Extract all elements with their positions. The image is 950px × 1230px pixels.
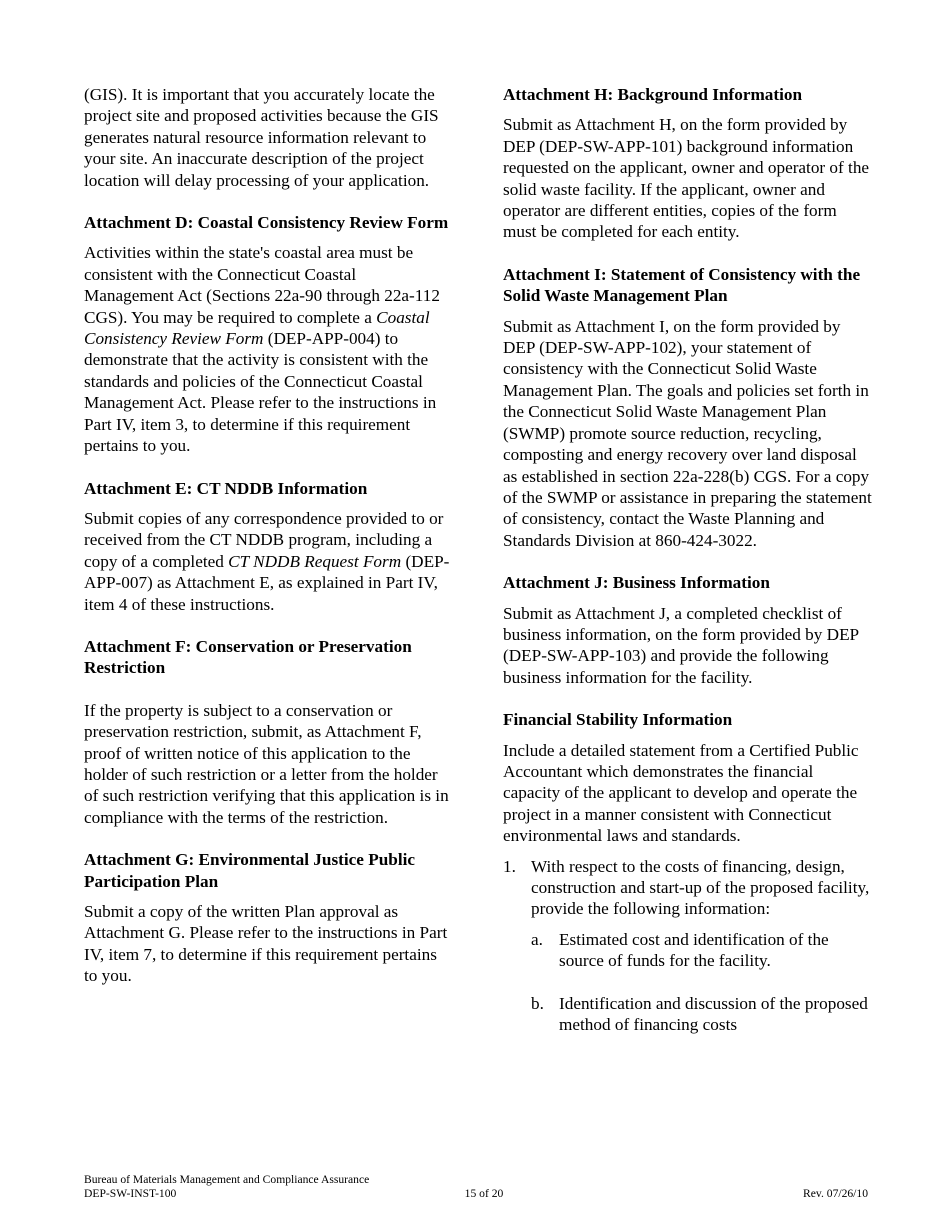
list-number: 1. [503, 856, 516, 876]
footer-bureau: Bureau of Materials Management and Compliance Assurance [84, 1173, 370, 1186]
list-letter: b. [531, 993, 544, 1013]
list-item [503, 856, 873, 920]
attachment-e-text: Submit copies of any correspondence provided to or received from the CT NDDB program, including a copy of a completed CT NDDB Request Form (DEP-APP-007) as Attachment E, as explained in Part IV, item 4 of these instructions. [84, 508, 450, 614]
footer-revision: Rev. 07/26/10 [803, 1187, 868, 1200]
attachment-h-heading: Attachment H: Background Information [503, 85, 803, 104]
list-text: Estimated cost and identification of the source of funds for the facility. [559, 929, 829, 971]
attachment-i-text: Submit as Attachment I, on the form provided by DEP (DEP-SW-APP-102), your statement of consistency with the Connecticut Solid Waste Management Plan. The goals and policies set forth in the Connecticut Solid Waste Management Plan (SWMP) promote source reduction, recycling, composting and energy recovery over land disposal as established in section 22a-228(b) CGS. For a copy of the SWMP or assistance in preparing the statement of consistency, contact the Waste Planning and Standards Division at 860-424-3022. [503, 316, 872, 550]
list-text: With respect to the costs of financing, design, construction and start-up of the proposed facility, provide the following information: [531, 856, 870, 919]
attachment-d-text: Activities within the state's coastal area must be consistent with the Connecticut Coastal Management Act (Sections 22a-90 through 22a-112 CGS). You may be required to complete a Coastal Consistency Review Form (DEP-APP-004) to demonstrate that the activity is consistent with the standards and policies of the Connecticut Coastal Management Act. Please refer to the instructions in Part IV, item 3, to determine if this requirement pertains to you. [84, 243, 440, 456]
attachment-h-text: Submit as Attachment H, on the form provided by DEP (DEP-SW-APP-101) background information requested on the applicant, owner and operator of the solid waste facility. If the applicant, owner and operator are different entities, copies of the form must be completed for each entity. [503, 115, 870, 242]
left-column [84, 84, 450, 987]
coastal-form-name: Coastal Consistency Review Form [84, 307, 430, 349]
page-footer [84, 1173, 868, 1201]
right-column [503, 84, 873, 1035]
attachment-f-heading: Attachment F: Conservation or Preservation Restriction [84, 636, 412, 678]
attachment-j-heading: Attachment J: Business Information [503, 573, 770, 593]
footer-doc-id: DEP-SW-INST-100 [84, 1187, 177, 1200]
attachment-d-heading: Attachment D: Coastal Consistency Review Form [84, 213, 449, 233]
attachment-j-text: Submit as Attachment J, a completed checklist of business information, on the form provided by DEP (DEP-SW-APP-103) and provide the following business information for the facility. [503, 603, 859, 687]
list-item [503, 929, 873, 972]
financial-text: Include a detailed statement from a Certified Public Accountant which demonstrates the financial capacity of the applicant to develop and operate the project in a manner consistent with Connecticut environmental laws and standards. [503, 740, 859, 846]
list-item [503, 993, 873, 1036]
nddb-form-name: CT NDDB Request Form [228, 551, 402, 571]
attachment-i-heading: Attachment I: Statement of Consistency with the Solid Waste Management Plan [503, 264, 861, 306]
attachment-g-heading: Attachment G: Environmental Justice Public Participation Plan [84, 850, 416, 891]
financial-heading: Financial Stability Information [503, 710, 733, 730]
list-text: Identification and discussion of the proposed method of financing costs [559, 993, 868, 1035]
list-letter: a. [531, 929, 543, 949]
footer-page-number: 15 of 20 [464, 1187, 504, 1200]
attachment-e-heading: Attachment E: CT NDDB Information [84, 478, 368, 498]
attachment-g-text: Submit a copy of the written Plan approval as Attachment G. Please refer to the instructions in Part IV, item 7, to determine if this requirement pertains to you. [84, 902, 448, 986]
attachment-f-text: If the property is subject to a conservation or preservation restriction, submit, as Attachment F, proof of written notice of this application to the holder of such restriction or a letter from the holder of such restriction verifying that this application is in compliance with the terms of the restriction. [84, 700, 449, 827]
intro-paragraph: (GIS). It is important that you accurately locate the project site and proposed activities because the GIS generates natural resource information relevant to your site. An inaccurate description of the project location will delay processing of your application. [84, 85, 439, 190]
